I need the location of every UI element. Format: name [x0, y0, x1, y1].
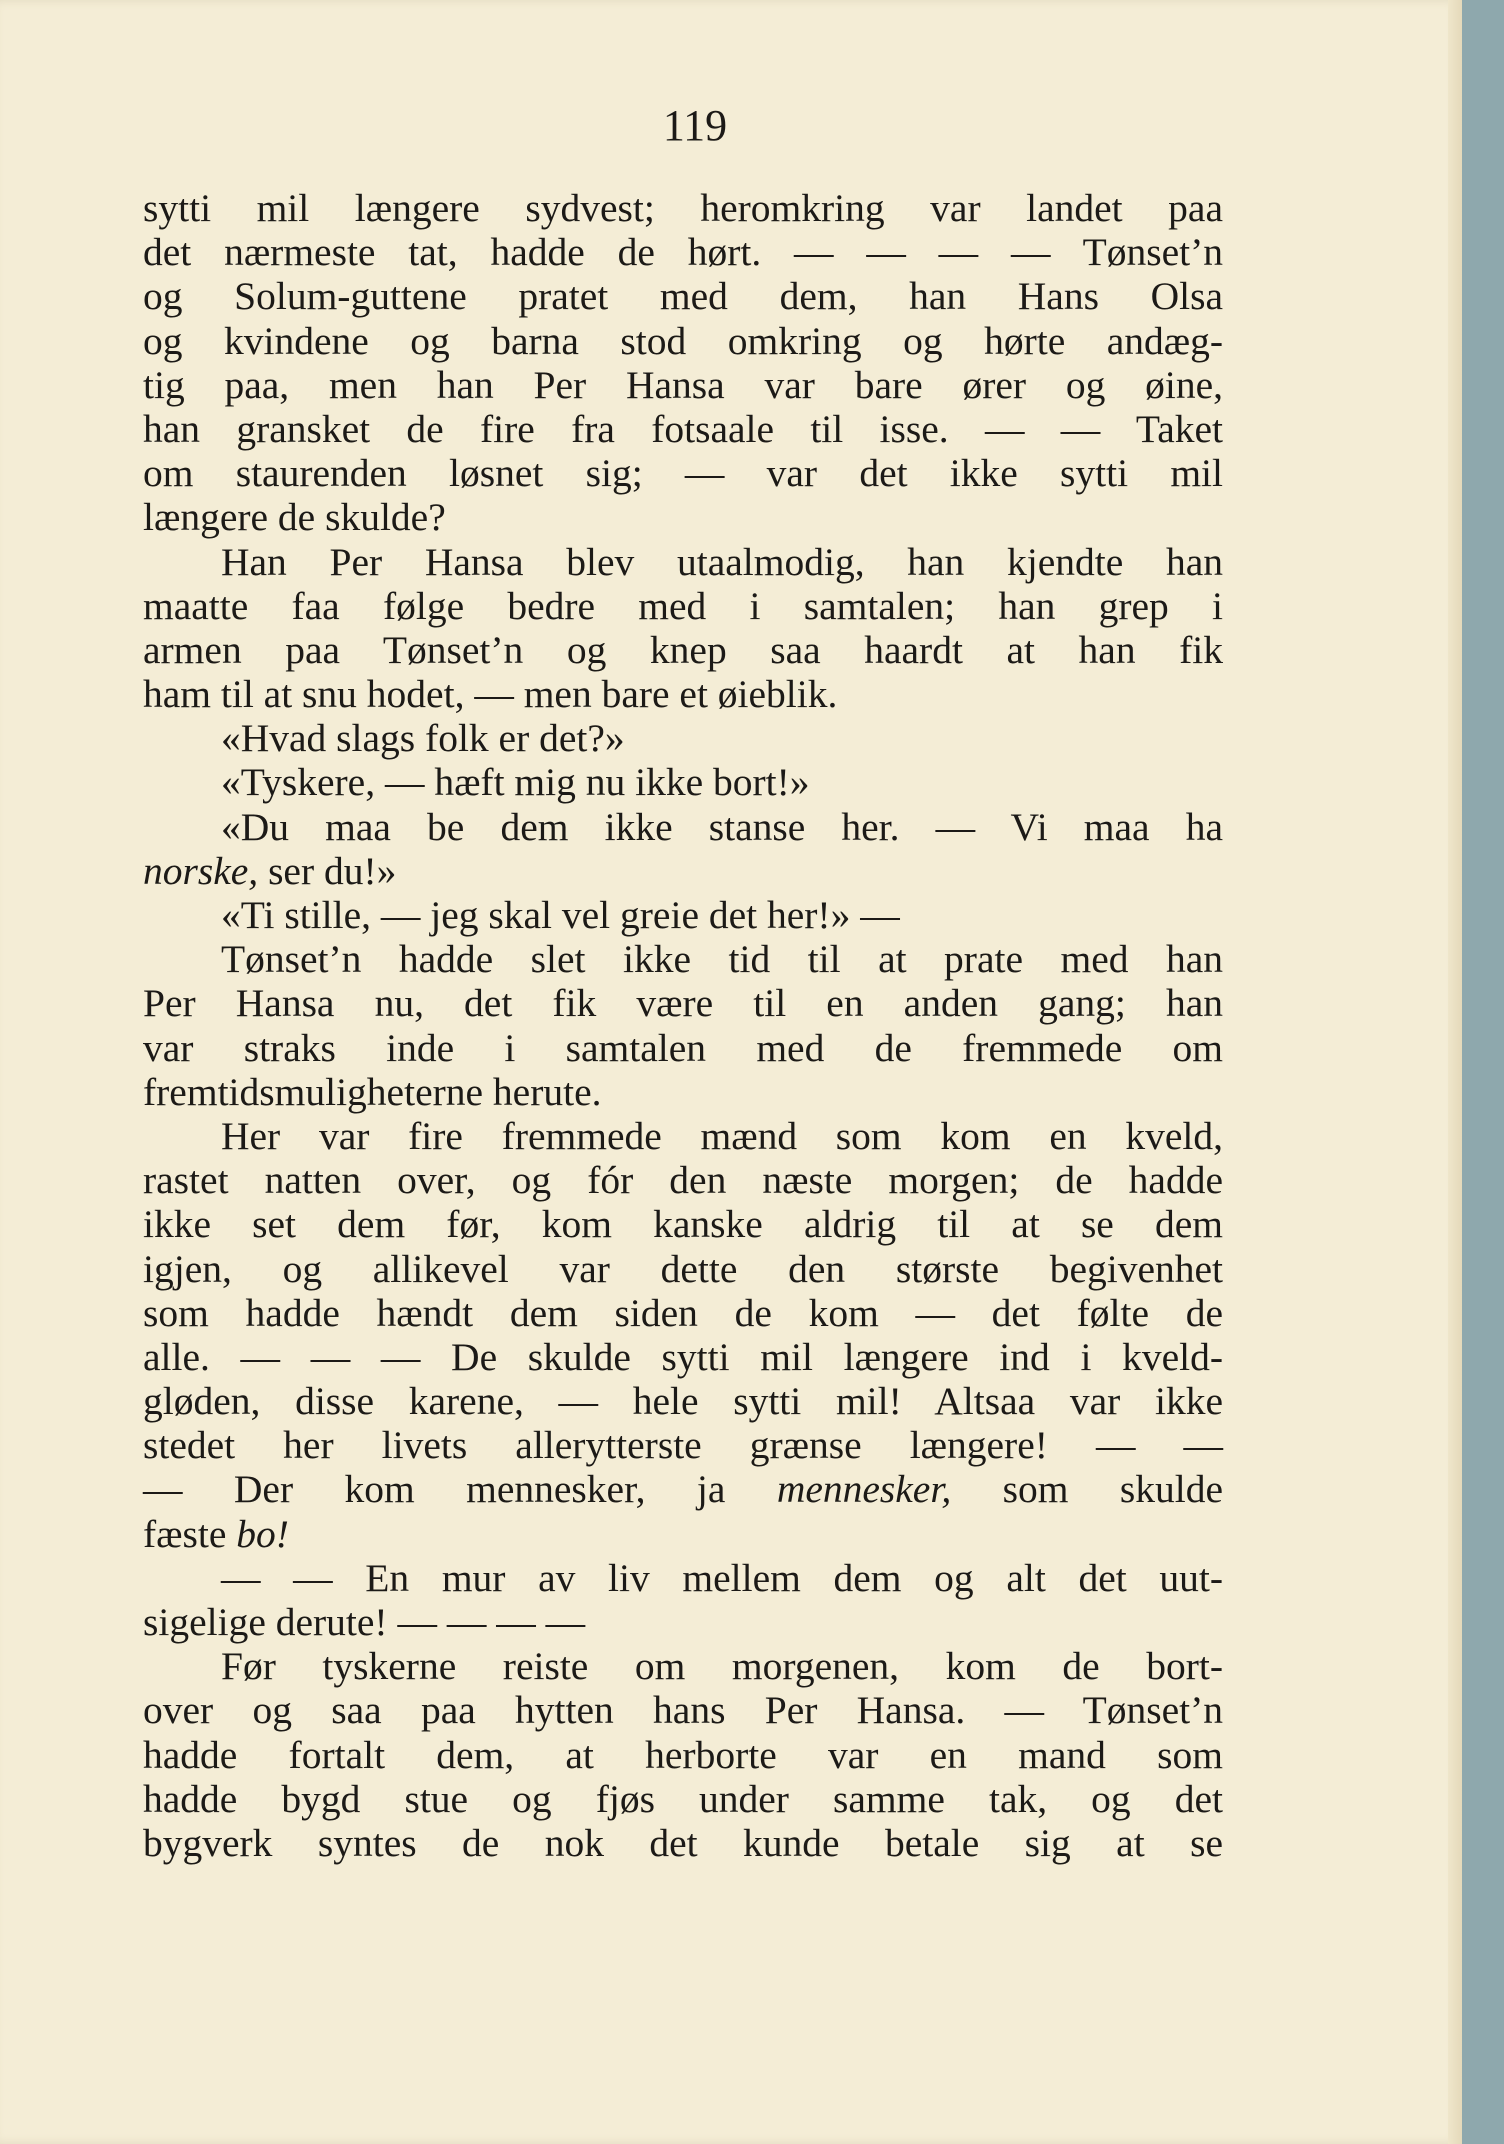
- italic-text-run: bo!: [236, 1511, 289, 1556]
- text-line: «Du maa be dem ikke stanse her. — Vi maa ha: [221, 804, 1223, 849]
- body-text: [143, 186, 1223, 1865]
- text-line: bygverk syntes de nok det kunde betale sig at se: [143, 1820, 1223, 1865]
- text-line: «Hvad slags folk er det?»: [221, 716, 625, 761]
- text-run: som skulde: [951, 1467, 1223, 1512]
- text-line: stedet her livets allerytterste grænse længere! — —: [143, 1423, 1223, 1468]
- text-line: var straks inde i samtalen med de fremmede om: [143, 1025, 1223, 1070]
- text-line: [143, 1512, 1223, 1556]
- text-line: ikke set dem før, kom kanske aldrig til at se dem: [143, 1202, 1223, 1247]
- text-line: Han Per Hansa blev utaalmodig, han kjendte han: [221, 539, 1223, 584]
- italic-text-run: norske,: [143, 848, 259, 893]
- text-run: fæste: [143, 1511, 237, 1556]
- text-line: fremtidsmuligheterne herute.: [143, 1069, 602, 1114]
- text-line: ham til at snu hodet, — men bare et øieblik.: [143, 672, 838, 717]
- text-line: [143, 1467, 1223, 1511]
- page-number: 119: [662, 101, 728, 150]
- text-line: Tønset’n hadde slet ikke tid til at prate med han: [221, 937, 1223, 982]
- text-line: — — En mur av liv mellem dem og alt det uut-: [221, 1555, 1223, 1600]
- text-line: og kvindene og barna stod omkring og hørte andæg-: [143, 318, 1223, 363]
- text-line: sytti mil længere sydvest; heromkring var landet paa: [143, 186, 1223, 230]
- text-line: maatte faa følge bedre med i samtalen; han grep i: [143, 583, 1223, 628]
- page-edge: [1448, 0, 1462, 2144]
- text-run: — Der kom mennesker, ja: [143, 1467, 777, 1512]
- text-line: om staurenden løsnet sig; — var det ikke sytti mil: [143, 451, 1223, 496]
- text-line: Før tyskerne reiste om morgenen, kom de bort-: [221, 1644, 1223, 1689]
- text-line: [143, 849, 1223, 893]
- text-line: og Solum-guttene pratet med dem, han Hans Olsa: [143, 274, 1223, 319]
- text-line: som hadde hændt dem siden de kom — det følte de: [143, 1290, 1223, 1335]
- text-line: Per Hansa nu, det fik være til en anden gang; han: [143, 981, 1223, 1026]
- text-line: tig paa, men han Per Hansa var bare ører og øine,: [143, 362, 1223, 407]
- text-line: over og saa paa hytten hans Per Hansa. — Tønset’n: [143, 1688, 1223, 1733]
- text-line: længere de skulde?: [143, 495, 446, 540]
- text-line: Her var fire fremmede mænd som kom en kveld,: [221, 1113, 1223, 1158]
- text-line: det nærmeste tat, hadde de hørt. — — — — Tønset’n: [143, 230, 1223, 275]
- text-line: «Tyskere, — hæft mig nu ikke bort!»: [221, 760, 810, 805]
- text-line: hadde fortalt dem, at herborte var en mand som: [143, 1732, 1223, 1777]
- text-line: armen paa Tønset’n og knep saa haardt at han fik: [143, 627, 1223, 672]
- italic-text-run: mennesker,: [776, 1467, 952, 1512]
- text-line: igjen, og allikevel var dette den største begivenhet: [143, 1246, 1223, 1291]
- text-line: han gransket de fire fra fotsaale til isse. — — Taket: [143, 406, 1223, 451]
- text-line: alle. — — — De skulde sytti mil længere ind i kveld-: [143, 1334, 1223, 1379]
- text-run: ser du!»: [258, 848, 397, 893]
- text-line: rastet natten over, og fór den næste morgen; de hadde: [143, 1158, 1223, 1203]
- text-line: sigelige derute! — — — —: [143, 1600, 586, 1644]
- text-line: «Ti stille, — jeg skal vel greie det her!» —: [221, 893, 900, 937]
- text-line: gløden, disse karene, — hele sytti mil! Altsaa var ikke: [143, 1379, 1223, 1424]
- text-line: hadde bygd stue og fjøs under samme tak, og det: [143, 1776, 1223, 1821]
